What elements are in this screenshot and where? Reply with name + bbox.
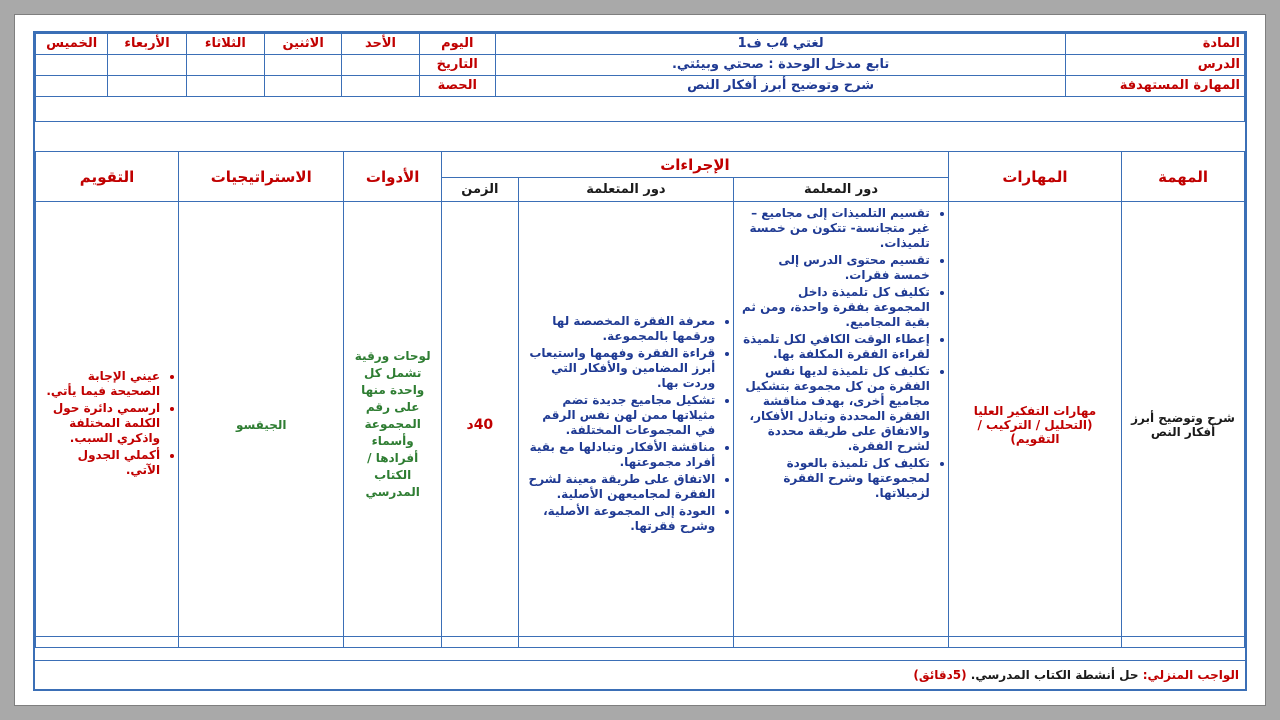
homework-duration: (5دقائق) xyxy=(913,668,967,682)
list-item: • مناقشة الأفكار وتبادلها مع بقية أفراد مجموعتها. xyxy=(523,440,716,470)
procedures-header: الإجراءات xyxy=(442,152,949,178)
subject-value: لغتي 4ب ف1 xyxy=(495,34,1065,55)
homework-label: الواجب المنزلي: xyxy=(1142,668,1239,682)
lesson-label: الدرس xyxy=(1066,55,1245,76)
date-cell xyxy=(36,55,108,76)
list-item: • تقسيم محتوى الدرس إلى خمسة فقرات. xyxy=(738,253,930,283)
evaluation-cell xyxy=(36,202,179,648)
homework-row xyxy=(35,660,1245,689)
list-item: • قراءة الفقرة وفهمها واستيعاب أبرز المضامين والأفكار التي وردت بها. xyxy=(523,346,716,391)
list-item: • تكليف كل تلميذة بالعودة لمجموعتها وشرح الفقرة لزميلاتها. xyxy=(738,456,930,501)
teacher-role-cell xyxy=(734,202,949,648)
evaluation-list xyxy=(40,369,174,478)
period-cell xyxy=(36,76,108,97)
lesson-value: تابع مدخل الوحدة : صحتي وبيئتي. xyxy=(495,55,1065,76)
task-header: المهمة xyxy=(1122,152,1245,202)
procedures-table xyxy=(35,151,1245,648)
list-item: • ارسمي دائرة حول الكلمة المختلفة واذكري السبب. xyxy=(40,401,160,446)
evaluation-header: التقويم xyxy=(36,152,179,202)
period-cell xyxy=(342,76,419,97)
page-frame xyxy=(14,14,1266,706)
homework-text: حل أنشطة الكتاب المدرسي. xyxy=(970,668,1139,682)
list-item: • معرفة الفقرة المخصصة لها ورقمها بالمجموعة. xyxy=(523,314,716,344)
day-label: اليوم xyxy=(419,34,495,55)
list-item: • تكليف كل تلميذة لديها نفس الفقرة من كل مجموعة بتشكيل مجاميع أخرى، بهدف مناقشة الفقرة المحددة وتبادل الأفكار، والاتفاق على طريقة محددة لشرح الفقرة. xyxy=(738,364,930,454)
day-tuesday: الثلاثاء xyxy=(186,34,264,55)
date-cell xyxy=(264,55,341,76)
list-item: • تشكيل مجاميع جديدة تضم مثيلاتها ممن لهن نفس الرقم في المجموعات المختلفة. xyxy=(523,393,716,438)
student-role-cell xyxy=(518,202,734,648)
student-role-list xyxy=(523,314,730,534)
strategies-cell: الجيقسو xyxy=(179,202,344,648)
time-header: الزمن xyxy=(442,178,519,202)
list-item: • الاتفاق على طريقة معينة لشرح الفقرة لمجاميعهن الأصلية. xyxy=(523,472,716,502)
day-sunday: الأحد xyxy=(342,34,419,55)
list-item: • تقسيم التلميذات إلى مجاميع – غير متجانسة- تتكون من خمسة تلميذات. xyxy=(738,206,930,251)
subject-label: المادة xyxy=(1066,34,1245,55)
time-cell: 40د xyxy=(442,202,519,648)
header-table xyxy=(35,33,1245,122)
date-cell xyxy=(108,55,186,76)
teacher-role-header: دور المعلمة xyxy=(734,178,949,202)
teacher-role-list xyxy=(738,206,944,501)
blank-row xyxy=(35,636,1245,661)
period-cell xyxy=(108,76,186,97)
day-monday: الاثنين xyxy=(264,34,341,55)
day-wednesday: الأربعاء xyxy=(108,34,186,55)
date-cell xyxy=(342,55,419,76)
period-cell xyxy=(264,76,341,97)
lesson-plan-sheet xyxy=(33,31,1247,691)
day-thursday: الخميس xyxy=(36,34,108,55)
task-cell: شرح وتوضيح أبرز أفكار النص xyxy=(1122,202,1245,648)
skills-cell: مهارات التفكير العليا (التحليل / التركيب / التقويم) xyxy=(948,202,1121,648)
list-item: • أكملي الجدول الآتي. xyxy=(40,448,160,478)
list-item: • العودة إلى المجموعة الأصلية، وشرح فقرتها. xyxy=(523,504,716,534)
skills-header: المهارات xyxy=(948,152,1121,202)
list-item: • إعطاء الوقت الكافي لكل تلميذة لقراءة الفقرة المكلفة بها. xyxy=(738,332,930,362)
tools-cell: لوحات ورقية تشمل كل واحدة منها على رقم المجموعة وأسماء أفرادها / الكتاب المدرسي xyxy=(344,202,442,648)
student-role-header: دور المتعلمة xyxy=(518,178,734,202)
list-item: • عيني الإجابة الصحيحة فيما يأتي. xyxy=(40,369,160,399)
strategies-header: الاستراتيجيات xyxy=(179,152,344,202)
tools-header: الأدوات xyxy=(344,152,442,202)
skill-value: شرح وتوضيح أبرز أفكار النص xyxy=(495,76,1065,97)
date-label: التاريخ xyxy=(419,55,495,76)
blank-row xyxy=(36,97,1245,122)
period-cell xyxy=(186,76,264,97)
skill-label: المهارة المستهدفة xyxy=(1066,76,1245,97)
period-label: الحصة xyxy=(419,76,495,97)
date-cell xyxy=(186,55,264,76)
list-item: • تكليف كل تلميذة داخل المجموعة بفقرة واحدة، ومن ثم بقية المجاميع. xyxy=(738,285,930,330)
